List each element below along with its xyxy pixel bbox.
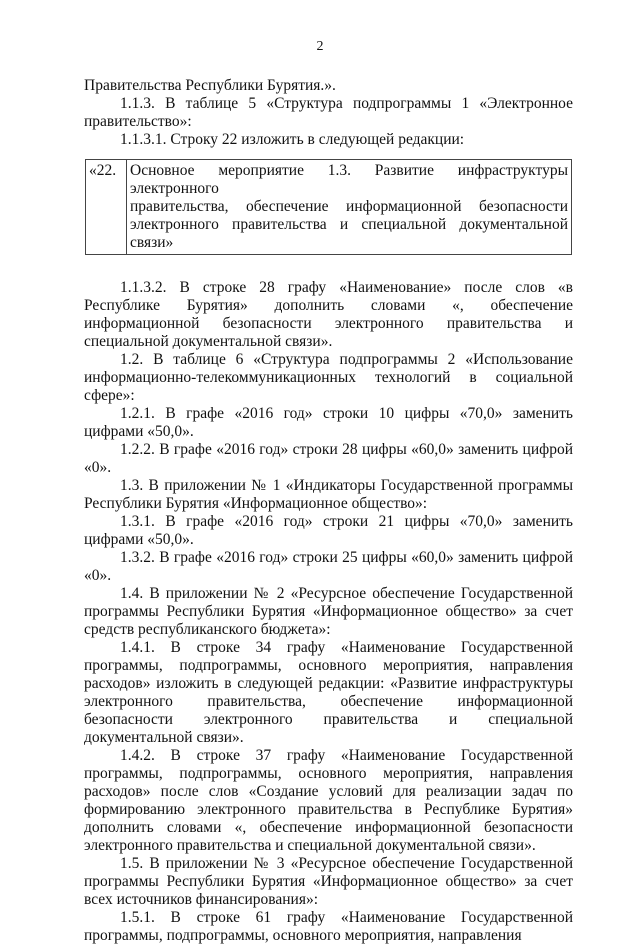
table-row-text [127,160,572,255]
paragraph: 1.1.3.1. Строку 22 изложить в следующей редакции: [120,131,465,148]
document-body [84,77,573,945]
paragraph: 1.2.1. В графе «2016 год» строки 10 цифры «70,0» заменить цифрами «50,0». [84,405,573,440]
paragraph: 1.3.1. В графе «2016 год» строки 21 цифры «70,0» заменить цифрами «50,0». [84,513,573,548]
table-row-number: «22. [86,160,127,255]
paragraphs-before-table [84,77,573,149]
paragraph: 1.2.2. В графе «2016 год» строки 28 цифры «60,0» заменить цифрой «0». [84,441,573,476]
paragraph: 1.1.3.2. В строке 28 графу «Наименование» после слов «в Республике Бурятия» дополнить словами «, обеспечение информационной безопасности электронного правительства и специальной документальной связи». [84,279,573,350]
paragraph: 1.2. В таблице 6 «Структура подпрограммы 2 «Использование информационно-телекоммуникационных технологий в социальной сфере»: [84,351,573,404]
paragraph: 1.5. В приложении № 3 «Ресурсное обеспечение Государственной программы Республики Бурятия «Информационное общество» за счет всех источников финансирования»: [84,855,573,908]
paragraph: 1.5.1. В строке 61 графу «Наименование Государственной программы, подпрограммы, основного мероприятия, направления [84,909,573,944]
paragraph: 1.1.3. В таблице 5 «Структура подпрограммы 1 «Электронное правительство»: [84,95,573,130]
paragraph: Правительства Республики Бурятия.». [84,77,336,94]
table-text-line: правительства, обеспечение информационной безопасности [130,198,568,215]
paragraph: 1.4. В приложении № 2 «Ресурсное обеспечение Государственной программы Республики Бурятия «Информационное общество» за счет средств республиканского бюджета»: [84,585,573,638]
page-number: 2 [316,39,324,54]
paragraph: 1.3. В приложении № 1 «Индикаторы Государственной программы Республики Бурятия «Информационное общество»: [84,477,573,512]
amendment-table [85,159,572,255]
paragraphs-after-table [84,279,573,945]
table-text-line: Основное мероприятие 1.3. Развитие инфраструктуры электронного [130,162,568,197]
paragraph: 1.4.1. В строке 34 графу «Наименование Государственной программы, подпрограммы, основного мероприятия, направления расходов» изложить в следующей редакции: «Развитие инфраструктуры электронного правительства, обеспечение информационной безопасности электронного правительства и специальной документальной связи». [84,639,573,746]
table-text-line: электронного правительства и специальной документальной связи» [130,216,568,251]
paragraph: 1.3.2. В графе «2016 год» строки 25 цифры «60,0» заменить цифрой «0». [84,549,573,584]
table-row [86,160,572,255]
paragraph: 1.4.2. В строке 37 графу «Наименование Государственной программы, подпрограммы, основного мероприятия, направления расходов» после слов «Создание условий для реализации задач по формированию электронного правительства в Республике Бурятия» дополнить словами «, обеспечение информационной безопасности электронного правительства и специальной документальной связи». [84,747,573,854]
